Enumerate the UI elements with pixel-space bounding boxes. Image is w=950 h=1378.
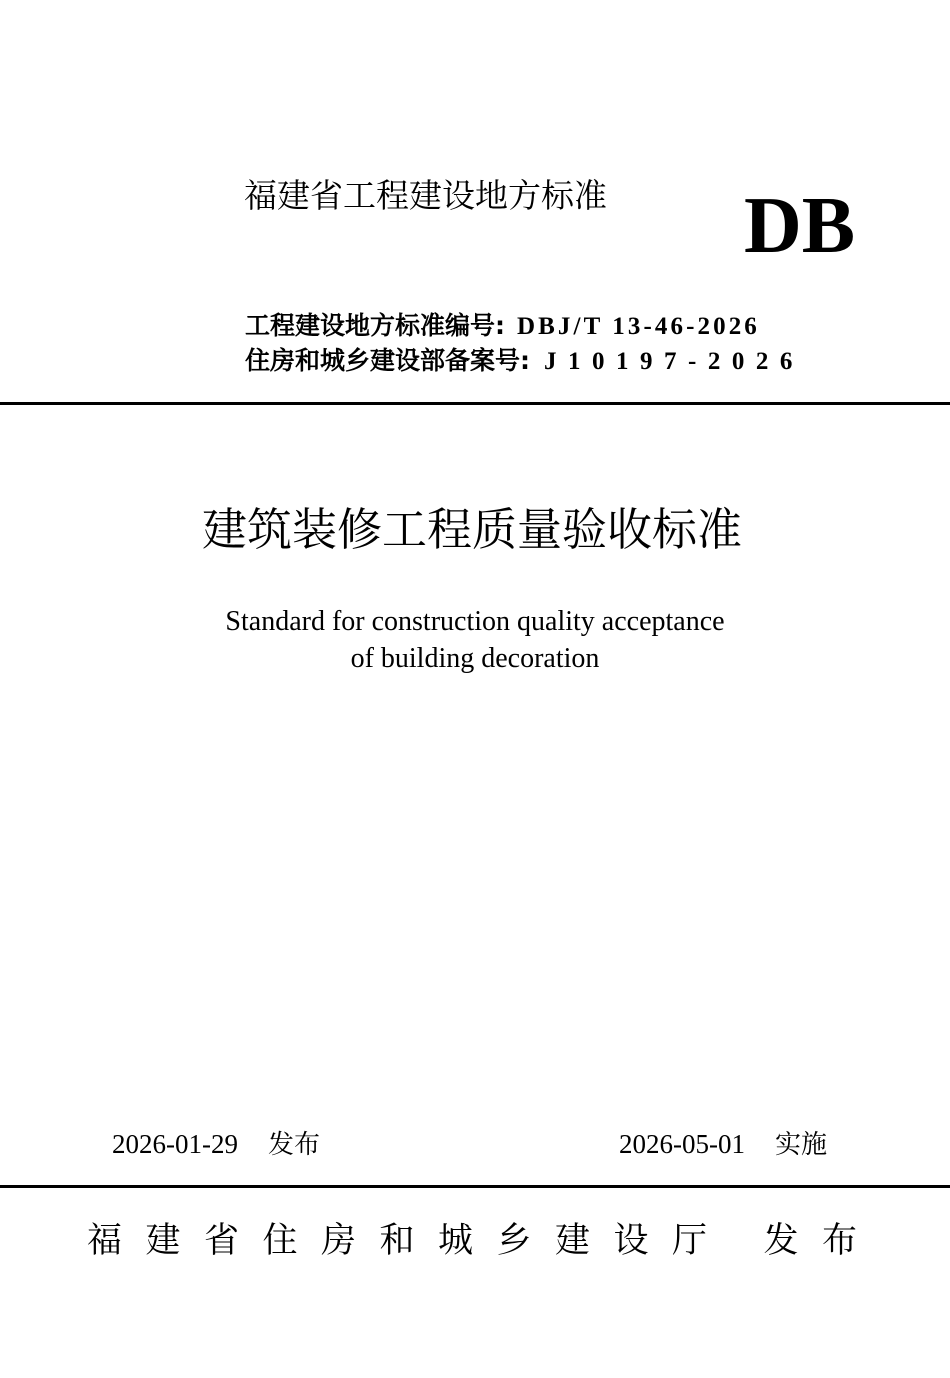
standard-code-line	[245, 310, 760, 343]
record-number-label: 住房和城乡建设部备案号:	[245, 346, 530, 375]
record-number-value: J10197-2026	[544, 348, 804, 375]
document-title-english	[0, 603, 950, 677]
standard-type: 福建省工程建设地方标准	[244, 176, 607, 215]
standard-code-value: DBJ/T 13-46-2026	[517, 313, 760, 340]
issue-date-line	[112, 1126, 320, 1163]
top-divider	[0, 402, 950, 405]
english-title-line-2: of building decoration	[350, 643, 600, 674]
effective-date: 2026-05-01	[619, 1129, 745, 1159]
db-mark: DB	[744, 182, 856, 270]
record-number-line	[245, 345, 804, 378]
effective-date-line	[619, 1126, 827, 1163]
issue-date: 2026-01-29	[112, 1129, 238, 1159]
publisher-line	[87, 1218, 881, 1264]
effective-label: 实施	[774, 1130, 827, 1160]
publisher-name: 福建省住房和城乡建设厅	[87, 1221, 731, 1261]
bottom-divider	[0, 1185, 950, 1188]
issue-label: 发布	[267, 1130, 320, 1160]
publisher-action: 发布	[763, 1221, 881, 1261]
standard-code-label: 工程建设地方标准编号:	[245, 311, 505, 340]
english-title-line-1: Standard for construction quality acceptance	[225, 606, 725, 637]
document-title-chinese: 建筑装修工程质量验收标准	[201, 503, 742, 556]
